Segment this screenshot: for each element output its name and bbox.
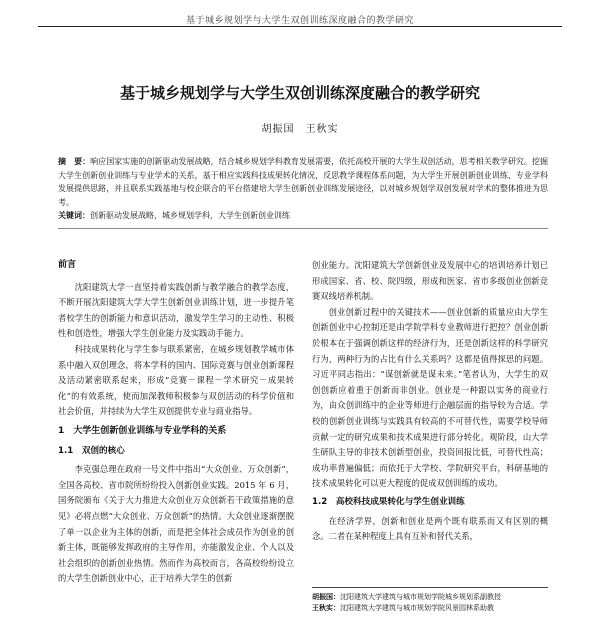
author-note-text: 沈阳建筑大学建筑与城市规划学院城乡规划系副教授 — [340, 593, 501, 601]
author-note-label: 胡振国： — [312, 593, 340, 601]
abstract-text: 响应国家实施的创新驱动发展战略，结合城乡规划学科教育发展需要，依托高校开展的大学生双创活动，思考相关教学研究。挖掘大学生创新创业训练与专业学术的关系，基于相应实践科技成果转化情况，反思教学课程体系问题，为大学生开展创新创业训练、专业学科发展提供思路，并且联系实践基地与校企联合的平台搭建培大学生创新创业训练发展途径，以对城乡规划学双创发展对学术的整体推进为思考。 — [58, 157, 549, 207]
keywords — [58, 210, 548, 222]
funding-note — [312, 587, 548, 614]
paragraph: 创业创新过程中的关键技术——创业创新的质量应由大学生创新创业中心控制还是由学院学科专业教师进行把控？创业创新於根本在于强调创新这样的经济行为，还是创新这样的科学研究行为，两种行为的占比有什么关系吗？这都是值得探思的问题。习近平同志指出：“谋创新就是谋未来。”笔者认为，大学生的双创创新应着重于创新而非创业。创业是一种跟以实务的商业行为，由众创训练中的企业等师进行企融层面的指导较为合适。学校的创新创业训练与实践具有较高的不可替代性，需要学校导师贡献一定的研究成果和技术成果进行部分转化。观阶段，山大学生研队主导的非技术创新型创业，投资回报比低，可替代性高；成功率普遍偏低；而依托于大学校、学院研究平台，科研基地的技术成果转化可以更大程度的促成双创训练的成功。 — [312, 306, 548, 489]
author-note-text: 沈阳建筑大学建筑与城市规划学院风景园林系助教 — [340, 604, 494, 612]
section-heading: 1 大学生创新创业训练与专业学科的关系 — [58, 425, 227, 436]
paragraph: 沈阳建筑大学一直坚持着实践创新与教学融合的教学态度，不断开展沈阳建筑大学大学生创新创业训练计划，进一步提升笔者校学生的创新能力和意识活动，激发学生学习的主动性、积极性和创造性，增强大学生创业能力及实践动手能力。 — [58, 281, 294, 339]
preface-heading: 前言 — [58, 260, 77, 270]
keywords-text: 创新驱动发展战略，城乡规划学科，大学生创新创业训练 — [90, 211, 290, 220]
author-note-2 — [312, 603, 548, 614]
authors: 胡振国 王秋实 — [261, 124, 339, 135]
subsection-heading: 1.1 双创的核心 — [58, 445, 125, 456]
keywords-label: 关键词： — [58, 211, 90, 220]
running-head: 基于城乡规划学与大学生双创训练深度融合的教学研究 — [185, 16, 414, 26]
left-column — [58, 258, 294, 587]
paragraph: 科技成果转化与学生参与联系紧密，在城乡规划教学城市体系中融入双创理念，将本学科的国内、国际竞赛与创业创新课程及活动紧密联系起来，形成“竞赛－课程－学术研究－成果转化”的有效系统，使而加深教师积极参与双创活动的科学价值和社会价值，并持续为大学生双创提供专业与商业指导。 — [58, 343, 294, 417]
paragraph: 李克强总理在政府一号文件中指出“大众创业、万众创新”，全国各高校、省市院所纷纷投入创新创业实践。2015 年 6 月，国务院颁布《关于大力推进大众创业万众创新若干政策措施的意见》必将点燃“大众创业、万众创新”的热情。大众创业逐渐摆脱了单一以企业为主体的创新，而是把全体社会成员作为创业的创新主体，既能够发挥政府的主导作用，亦能激发企业、个人以及社会组织的创新创业热情。然而作为高校而言，各高校纷纷设立的大学生创新创业中心，正于培养大学生的创新 — [58, 464, 294, 584]
author-note-1 — [312, 592, 548, 603]
author-note-label: 王秋实： — [312, 604, 340, 612]
separator — [58, 228, 548, 229]
paragraph: 在经济学界，创新和创业是两个既有联系而又有区别的概念。二者在某种程度上具有互补和替代关系， — [312, 515, 548, 542]
abstract — [58, 155, 548, 209]
right-column — [312, 258, 548, 545]
subsection-heading: 1.2 高校科技成果转化与学生创业训练 — [312, 496, 465, 507]
paragraph: 创业能力。沈阳建筑大学创新创业及发展中心的培训培养计划已形成国家、省、校、院四级，形成和医家、省市多级创业创新竞赛双线培养机制。 — [312, 260, 548, 302]
paper-title: 基于城乡规划学与大学生双创训练深度融合的教学研究 — [119, 84, 480, 102]
abstract-label: 摘 要： — [58, 157, 91, 166]
header-rule — [38, 26, 562, 27]
